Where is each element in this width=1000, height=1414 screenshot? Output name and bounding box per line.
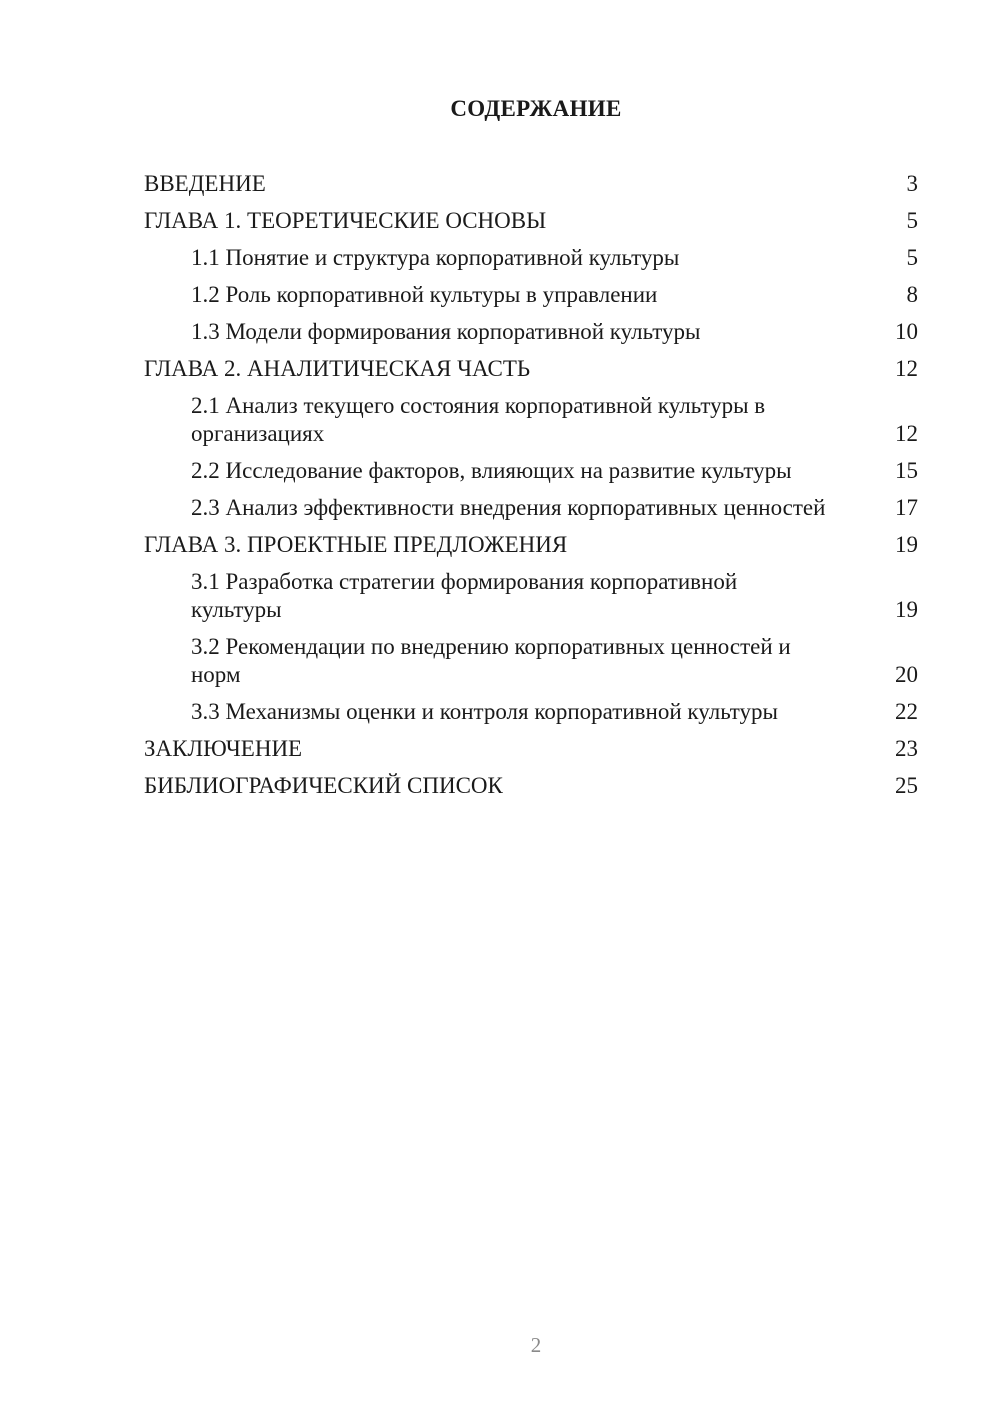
toc-entry-label: 1.1 Понятие и структура корпоративной культуры [191,245,680,270]
toc-entry-label: БИБЛИОГРАФИЧЕСКИЙ СПИСОК [144,773,503,798]
toc-entry-label: 1.2 Роль корпоративной культуры в управлении [191,282,658,307]
toc-entry-label: 3.2 Рекомендации по внедрению корпоративных ценностей и норм [191,634,791,687]
toc-entry-section-1-3[interactable] [144,318,918,346]
toc-entry-chapter-1[interactable] [144,207,918,235]
toc-entry-page: 25 [895,773,918,798]
toc-entry-page: 22 [895,699,918,724]
toc-entry-page: 5 [906,208,918,233]
toc-entry-page: 19 [895,597,918,622]
toc-entry-chapter-2[interactable] [144,355,918,383]
toc-entry-section-2-1[interactable] [144,392,918,448]
toc-entry-page: 12 [895,421,918,446]
toc-entry-introduction[interactable] [144,170,918,198]
toc-entry-conclusion[interactable] [144,735,918,763]
toc-entry-label: ГЛАВА 3. ПРОЕКТНЫЕ ПРЕДЛОЖЕНИЯ [144,532,568,557]
toc-entry-label: 2.3 Анализ эффективности внедрения корпоративных ценностей [191,495,826,520]
toc-entry-page: 8 [906,282,918,307]
toc-entry-bibliography[interactable] [144,772,918,800]
table-of-contents [144,170,918,809]
toc-entry-page: 19 [895,532,918,557]
toc-entry-page: 12 [895,356,918,381]
toc-entry-label: 3.3 Механизмы оценки и контроля корпоративной культуры [191,699,779,724]
toc-entry-label: ВВЕДЕНИЕ [144,171,266,196]
toc-entry-page: 15 [895,458,918,483]
toc-entry-page: 3 [906,171,918,196]
toc-entry-section-2-2[interactable] [144,457,918,485]
page-title: СОДЕРЖАНИЕ [450,96,622,121]
toc-entry-section-3-2[interactable] [144,633,918,689]
toc-entry-section-1-1[interactable] [144,244,918,272]
toc-entry-label: ЗАКЛЮЧЕНИЕ [144,736,303,761]
toc-entry-label: ГЛАВА 2. АНАЛИТИЧЕСКАЯ ЧАСТЬ [144,356,531,381]
toc-entry-page: 10 [895,319,918,344]
toc-entry-section-3-1[interactable] [144,568,918,624]
toc-entry-label: 2.2 Исследование факторов, влияющих на развитие культуры [191,458,792,483]
toc-entry-chapter-3[interactable] [144,531,918,559]
toc-entry-label: 3.1 Разработка стратегии формирования корпоративной культуры [191,569,738,622]
toc-entry-page: 23 [895,736,918,761]
toc-entry-section-1-2[interactable] [144,281,918,309]
toc-entry-label: 2.1 Анализ текущего состояния корпоративной культуры в организациях [191,393,766,446]
toc-entry-section-3-3[interactable] [144,698,918,726]
toc-entry-page: 5 [906,245,918,270]
page-number: 2 [530,1333,542,1357]
toc-entry-label: 1.3 Модели формирования корпоративной культуры [191,319,701,344]
toc-entry-page: 20 [895,662,918,687]
toc-entry-page: 17 [895,495,918,520]
toc-entry-label: ГЛАВА 1. ТЕОРЕТИЧЕСКИЕ ОСНОВЫ [144,208,547,233]
toc-entry-section-2-3[interactable] [144,494,918,522]
